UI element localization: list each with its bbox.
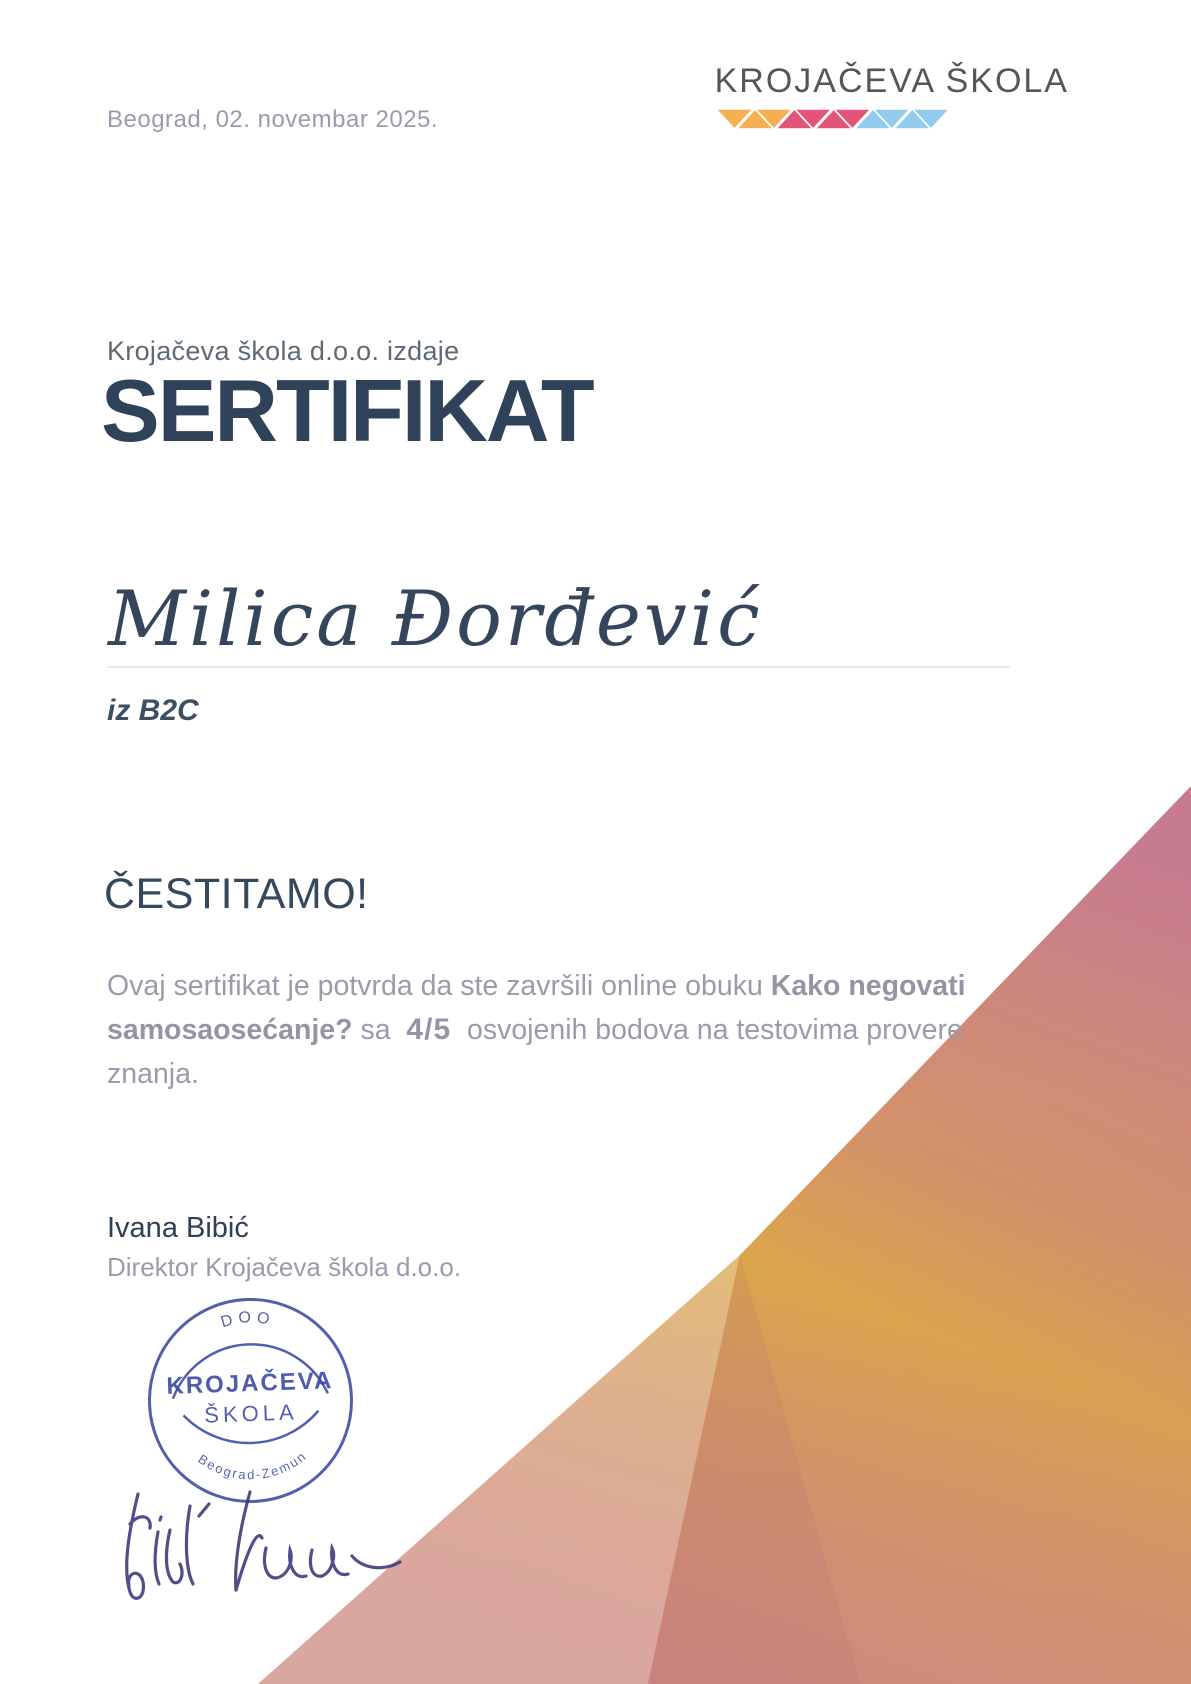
congrats-heading: ČESTITAMO! (104, 870, 369, 918)
date-line: Beograd, 02. novembar 2025. (107, 106, 439, 133)
certificate-title: SERTIFIKAT (101, 361, 593, 460)
stamp-line2: ŠKOLA (203, 1399, 299, 1428)
body-segment: sa (352, 1014, 407, 1046)
stamp-top-text: DOO (218, 1308, 276, 1332)
body-segment: Ovaj sertifikat je potvrda da ste završili online obuku (107, 970, 771, 1002)
logo-triangles-icon (715, 108, 951, 130)
svg-text:DOO (219, 1308, 277, 1331)
stamp-bottom-text: Beograd-Zemun (195, 1447, 310, 1483)
signer-name: Ivana Bibić (107, 1212, 249, 1244)
course-name-part2: samosaosećanje? (107, 1014, 353, 1046)
school-logo (715, 62, 1069, 130)
body-segment: znanja. (107, 1058, 199, 1090)
course-name-part1: Kako negovati (770, 970, 966, 1002)
handwritten-signature (100, 1472, 410, 1622)
stamp-line1: KROJAČEVA (166, 1367, 334, 1400)
name-underline (107, 666, 1010, 668)
score-value: 4/5 (406, 1013, 452, 1046)
recipient-name: Milica Đorđević (108, 574, 763, 663)
signer-title: Direktor Krojačeva škola d.o.o. (107, 1252, 462, 1282)
school-logo-wordmark: KROJAČEVA ŠKOLA (714, 62, 1069, 100)
issuer-line: Krojačeva škola d.o.o. izdaje (107, 336, 460, 366)
certificate-body-text (107, 964, 1037, 1096)
recipient-group: iz B2C (107, 694, 199, 727)
body-segment: osvojenih bodova na testovima provere (451, 1014, 963, 1046)
